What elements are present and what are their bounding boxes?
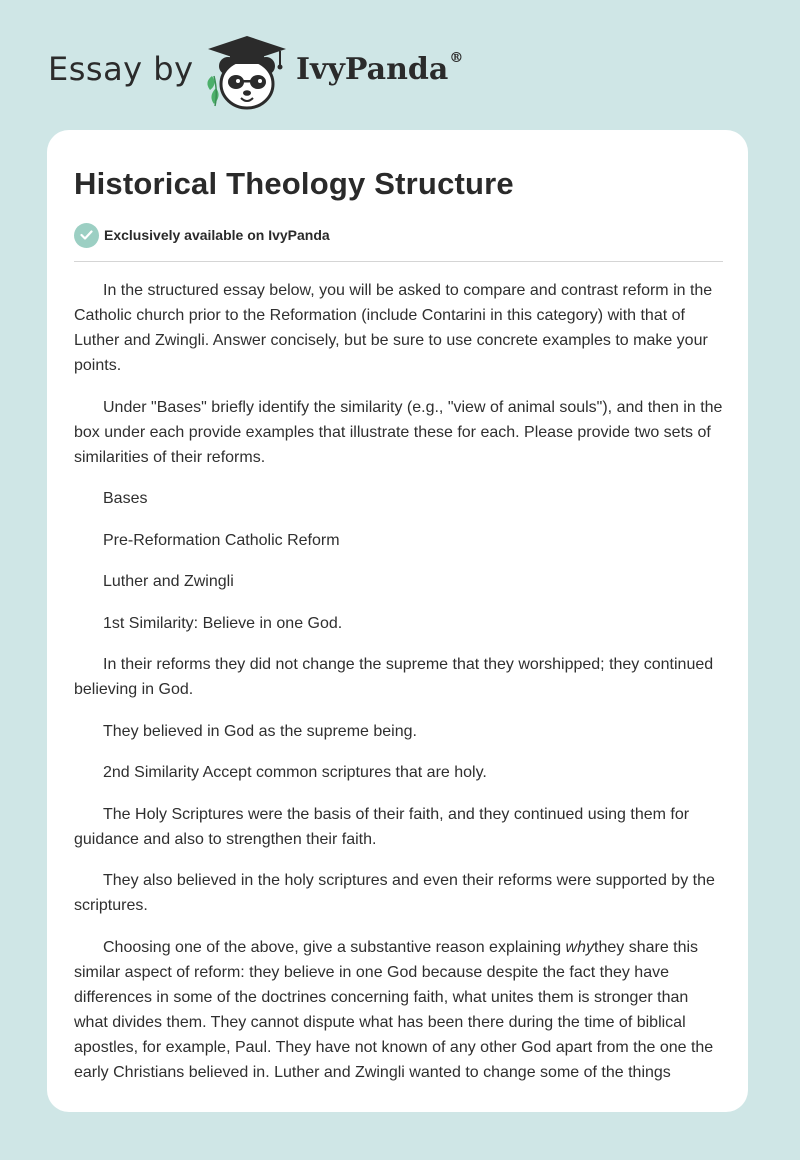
paragraph: Under "Bases" briefly identify the similarity (e.g., "view of animal souls"), and then in the box under each provide examples that illustrate these for each. Please provide two sets of similarities of their reforms.: [74, 398, 723, 466]
exclusive-badge-label: Exclusively available on IvyPanda: [104, 227, 330, 243]
ivypanda-brand: [296, 52, 463, 87]
exclusive-badge: [74, 222, 330, 248]
essay-by-label: Essay by: [48, 50, 194, 88]
reason-text-end: they share this similar aspect of reform: they believe in one God because despite the fact they have differences in some of the doctrines concerning faith, what unites them is stronger than what divides them. They cannot dispute what has been there during the time of biblical apostles, for example, Paul. They have not known of any other God apart from the one the early Christians believed in. Luther and Zwingli wanted to change some of the things: [74, 938, 714, 1081]
site-header: [0, 0, 800, 130]
paragraph: They believed in God as the supreme being.: [103, 722, 417, 740]
check-circle-icon: [74, 223, 99, 248]
reason-emphasis: why: [565, 938, 594, 956]
page-title: Historical Theology Structure: [74, 166, 514, 201]
registered-mark: ®: [449, 50, 464, 66]
title-divider: [74, 261, 723, 262]
paragraph: They also believed in the holy scriptures and even their reforms were supported by the scriptures.: [74, 872, 715, 914]
brand-name-text: IvyPanda: [296, 52, 449, 87]
paragraph: In their reforms they did not change the supreme that they worshipped; they continued believing in God.: [74, 656, 714, 698]
paragraph: 2nd Similarity Accept common scriptures that are holy.: [103, 764, 487, 781]
essay-body: [74, 278, 724, 1101]
reason-text-start: Choosing one of the above, give a substantive reason explaining: [103, 938, 566, 956]
paragraph: Bases: [103, 490, 148, 507]
paragraph: Pre-Reformation Catholic Reform: [103, 531, 340, 549]
paragraph: The Holy Scriptures were the basis of their faith, and they continued using them for guidance and also to strengthen their faith.: [74, 805, 690, 848]
paragraph: In the structured essay below, you will be asked to compare and contrast reform in the Catholic church prior to the Reformation (include Contarini in this category) with that of Luther and Zwingli. Answer concisely, but be sure to use concrete examples to make your points.: [74, 282, 713, 374]
paragraph: Luther and Zwingli: [103, 573, 234, 590]
essay-card: [47, 130, 748, 1112]
paragraph: 1st Similarity: Believe in one God.: [103, 614, 343, 632]
paragraph-reason: [74, 935, 724, 1085]
panda-logo-icon: [200, 30, 294, 112]
